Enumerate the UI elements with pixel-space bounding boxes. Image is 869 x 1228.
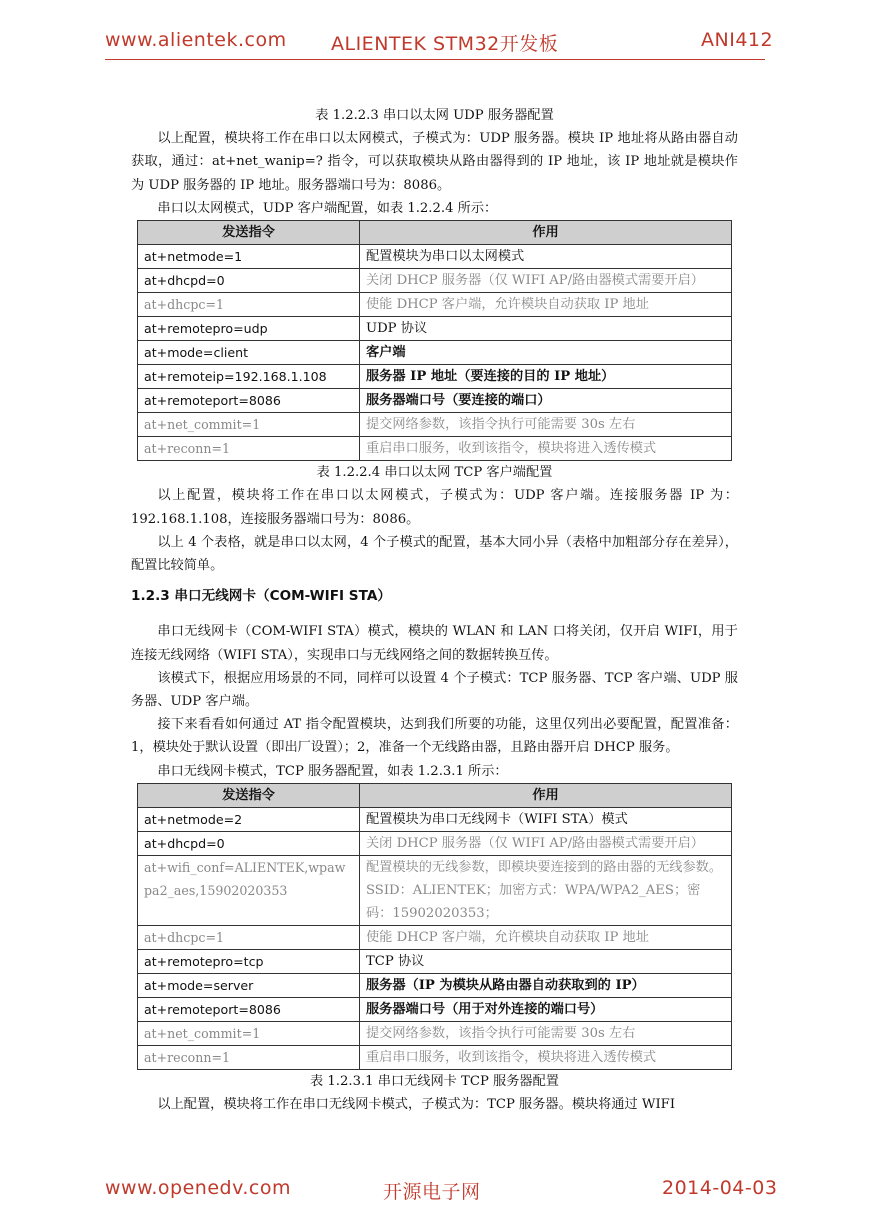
cmd-cell: at+dhcpd=0 <box>138 269 360 293</box>
table-row <box>138 389 732 413</box>
desc-cell: 配置模块为串口无线网卡（WIFI STA）模式 <box>360 808 732 832</box>
col-header-command: 发送指令 <box>138 783 360 807</box>
paragraph: 以上配置，模块将工作在串口以太网模式，子模式为：UDP 服务器。模块 IP 地址将从路由器自动获取，通过：at+net_wanip=? 指令，可以获取模块从路由器得到的 IP 地址，该 IP 地址就是模块作为 UDP 服务器的 IP 地址。服务器端口号为：8086。 <box>131 131 738 193</box>
col-header-command: 发送指令 <box>138 221 360 245</box>
table-row <box>138 1046 732 1070</box>
cmd-cell: at+dhcpd=0 <box>138 832 360 856</box>
header-code: ANI412 <box>701 29 774 51</box>
table-row <box>138 974 732 998</box>
cmd-cell: at+remoteport=8086 <box>138 998 360 1022</box>
table2-body <box>138 808 732 1070</box>
paragraph: 串口无线网卡模式，TCP 服务器配置，如表 1.2.3.1 所示： <box>157 763 508 779</box>
desc-cell: 使能 DHCP 客户端，允许模块自动获取 IP 地址 <box>360 926 732 950</box>
table-row <box>138 1022 732 1046</box>
table-row <box>138 293 732 317</box>
cmd-cell: at+dhcpc=1 <box>138 926 360 950</box>
page-footer <box>0 1177 869 1207</box>
table-row <box>138 808 732 832</box>
document-body <box>131 104 738 1116</box>
page-header <box>0 29 869 59</box>
desc-cell: 服务器端口号（用于对外连接的端口号） <box>360 998 732 1022</box>
cmd-cell: at+mode=server <box>138 974 360 998</box>
cmd-cell: at+netmode=2 <box>138 808 360 832</box>
footer-site-name: 开源电子网 <box>383 1181 481 1203</box>
desc-cell: 配置模块为串口以太网模式 <box>360 245 732 269</box>
cmd-cell: at+netmode=1 <box>138 245 360 269</box>
cmd-cell: at+remotepro=tcp <box>138 950 360 974</box>
table-row <box>138 856 732 926</box>
paragraph: 以上 4 个表格，就是串口以太网，4 个子模式的配置，基本大同小异（表格中加粗部分存在差异），配置比较简单。 <box>131 534 738 574</box>
table-row <box>138 317 732 341</box>
table-row <box>138 365 732 389</box>
table-row <box>138 950 732 974</box>
table-caption: 表 1.2.3.1 串口无线网卡 TCP 服务器配置 <box>310 1074 559 1090</box>
desc-cell: 配置模块的无线参数，即模块要连接到的路由器的无线参数。SSID：ALIENTEK；加密方式：WPA/WPA2_AES；密码：15902020353； <box>360 856 732 926</box>
desc-cell: 关闭 DHCP 服务器（仅 WIFI AP/路由器模式需要开启） <box>360 832 732 856</box>
desc-cell: 客户端 <box>360 341 732 365</box>
header-rule <box>105 59 765 60</box>
table-caption: 表 1.2.2.4 串口以太网 TCP 客户端配置 <box>316 465 553 481</box>
table-caption: 表 1.2.2.3 串口以太网 UDP 服务器配置 <box>315 108 554 123</box>
desc-cell: 重启串口服务，收到该指令，模块将进入透传模式 <box>360 437 732 461</box>
cmd-cell: at+net_commit=1 <box>138 1022 360 1046</box>
paragraph: 该模式下，根据应用场景的不同，同样可以设置 4 个子模式：TCP 服务器、TCP 客户端、UDP 服务器、UDP 客户端。 <box>131 670 738 710</box>
table-row <box>138 998 732 1022</box>
table1-body <box>138 245 732 461</box>
header-website: www.alientek.com <box>105 29 287 51</box>
table-header-row <box>138 783 732 807</box>
desc-cell: 提交网络参数，该指令执行可能需要 30s 左右 <box>360 1022 732 1046</box>
cmd-cell: at+remoteip=192.168.1.108 <box>138 365 360 389</box>
cmd-cell: at+dhcpc=1 <box>138 293 360 317</box>
table-row <box>138 437 732 461</box>
section-heading: 1.2.3 串口无线网卡（COM-WIFI STA） <box>131 588 391 605</box>
paragraph: 接下来看看如何通过 AT 指令配置模块，达到我们所要的功能，这里仅列出必要配置，配置准备：1，模块处于默认设置（即出厂设置）；2，准备一个无线路由器，且路由器开启 DHCP 服务。 <box>131 717 738 756</box>
paragraph: 串口无线网卡（COM-WIFI STA）模式，模块的 WLAN 和 LAN 口将关闭，仅开启 WIFI，用于连接无线网络（WIFI STA），实现串口与无线网络之间的数据转换互传。 <box>131 624 738 663</box>
table-header-row <box>138 221 732 245</box>
desc-cell: 提交网络参数，该指令执行可能需要 30s 左右 <box>360 413 732 437</box>
desc-cell: 使能 DHCP 客户端，允许模块自动获取 IP 地址 <box>360 293 732 317</box>
cmd-cell: at+reconn=1 <box>138 1046 360 1070</box>
cmd-cell: at+net_commit=1 <box>138 413 360 437</box>
footer-website: www.openedv.com <box>105 1177 291 1199</box>
paragraph: 以上配置，模块将工作在串口以太网模式，子模式为：UDP 客户端。连接服务器 IP 为：192.168.1.108，连接服务器端口号为：8086。 <box>131 488 738 527</box>
paragraph: 以上配置，模块将工作在串口无线网卡模式，子模式为：TCP 服务器。模块将通过 WIFI <box>157 1097 676 1113</box>
desc-cell: 重启串口服务，收到该指令，模块将进入透传模式 <box>360 1046 732 1070</box>
desc-cell: TCP 协议 <box>360 950 732 974</box>
desc-cell: 服务器（IP 为模块从路由器自动获取到的 IP） <box>360 974 732 998</box>
table-row <box>138 269 732 293</box>
header-title: ALIENTEK STM32开发板 <box>331 33 559 55</box>
col-header-purpose: 作用 <box>360 221 732 245</box>
cmd-cell: at+remoteport=8086 <box>138 389 360 413</box>
table-row <box>138 926 732 950</box>
cmd-cell: at+wifi_conf=ALIENTEK,wpawpa2_aes,15902020353 <box>138 856 360 926</box>
table-row <box>138 341 732 365</box>
footer-date: 2014-04-03 <box>662 1177 778 1199</box>
cmd-cell: at+mode=client <box>138 341 360 365</box>
udp-client-config-table <box>137 220 732 461</box>
desc-cell: UDP 协议 <box>360 317 732 341</box>
cmd-cell: at+reconn=1 <box>138 437 360 461</box>
paragraph: 串口以太网模式，UDP 客户端配置，如表 1.2.2.4 所示： <box>157 200 498 216</box>
table-row <box>138 832 732 856</box>
desc-cell: 关闭 DHCP 服务器（仅 WIFI AP/路由器模式需要开启） <box>360 269 732 293</box>
table-row <box>138 245 732 269</box>
wifi-tcp-server-config-table <box>137 783 732 1070</box>
table-row <box>138 413 732 437</box>
desc-cell: 服务器 IP 地址（要连接的目的 IP 地址） <box>360 365 732 389</box>
col-header-purpose: 作用 <box>360 783 732 807</box>
desc-cell: 服务器端口号（要连接的端口） <box>360 389 732 413</box>
cmd-cell: at+remotepro=udp <box>138 317 360 341</box>
